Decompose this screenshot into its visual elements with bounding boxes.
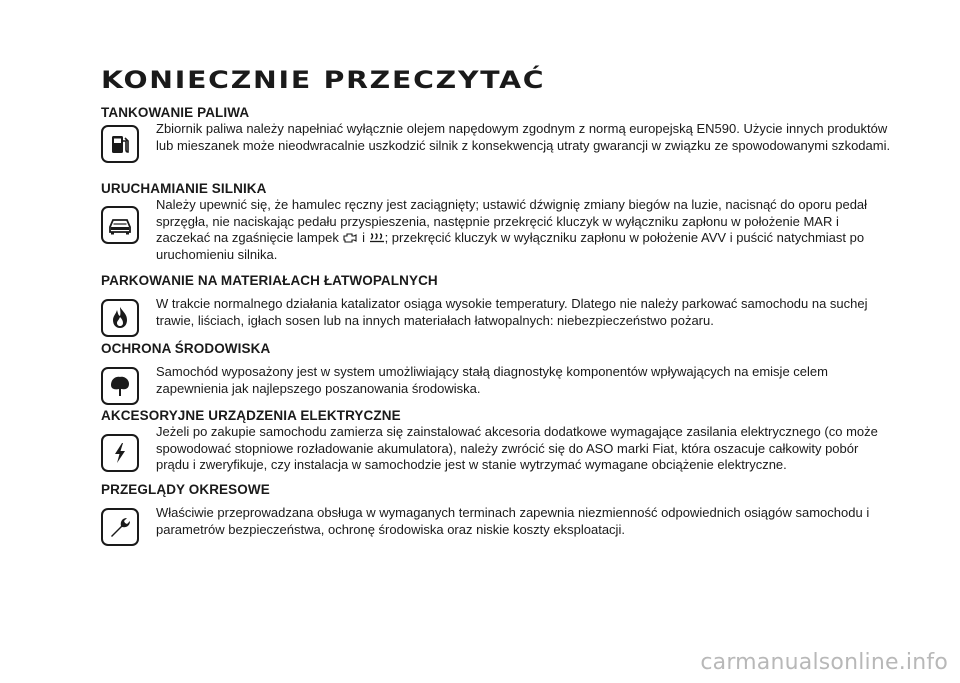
wrench-icon	[101, 508, 139, 546]
fuel-pump-icon	[101, 125, 139, 163]
section-heading: URUCHAMIANIE SILNIKA	[101, 181, 267, 196]
engine-warning-icon	[342, 232, 358, 243]
section-heading: PARKOWANIE NA MATERIAŁACH ŁATWOPALNYCH	[101, 273, 438, 288]
section-text: W trakcie normalnego działania katalizator osiąga wysokie temperatury. Dlatego nie należy parkować samochodu na suchej trawie, liściach, igłach sosen lub na innych materiałach łatwopalnych: niebezpieczeństwo pożaru.	[156, 296, 868, 328]
section-parking	[101, 273, 891, 337]
section-heading: AKCESORYJNE URZĄDZENIA ELEKTRYCZNE	[101, 408, 401, 423]
section-maintenance	[101, 482, 891, 546]
section-heading: PRZEGLĄDY OKRESOWE	[101, 482, 270, 497]
tree-icon	[101, 367, 139, 405]
section-heading: OCHRONA ŚRODOWISKA	[101, 341, 271, 356]
lightning-icon	[101, 434, 139, 472]
page-title: KONIECZNIE PRZECZYTAĆ	[101, 66, 546, 94]
section-heading: TANKOWANIE PALIWA	[101, 105, 250, 120]
section-fuel	[101, 105, 891, 163]
section-text: Jeżeli po zakupie samochodu zamierza się zainstalować akcesoria dodatkowe wymagające zasilania elektrycznego (co może spowodować stopniowe rozładowanie akumulatora), należy zwrócić się do ASO marki Fiat, która oszacuje całkowity pobór prądu i zweryfikuje, czy instalacja w samochodzie jest w stanie wytrzymać wymagane obciążenie elektryczne.	[156, 424, 878, 472]
fire-icon	[101, 299, 139, 337]
watermark: carmanualsonline.info	[700, 650, 948, 675]
section-text: Właściwie przeprowadzana obsługa w wymaganych terminach zapewnia niezmienność odpowiednich osiągów samochodu i parametrów bezpieczeństwa, ochronę środowiska oraz niskie koszty eksploatacji.	[156, 505, 870, 537]
section-text: Zbiornik paliwa należy napełniać wyłącznie olejem napędowym zgodnym z normą europejską EN590. Użycie innych produktów lub mieszanek może nieodwracalnie uszkodzić silnik z konsekwencją utraty gwarancji w związku ze spowodowanymi szkodami.	[156, 121, 891, 153]
section-environment	[101, 341, 891, 405]
section-engine-start	[101, 181, 891, 263]
section-text: Należy upewnić się, że hamulec ręczny jest zaciągnięty; ustawić dźwignię zmiany biegów na luzie, nacisnąć do oporu pedał sprzęgła, nie naciskając pedału przyspieszenia, następnie przekręcić kluczyk w wyłączniku zapłonu w położenie MAR i zaczekać na zgaśnięcie lampek i ; przekręcić kluczyk w wyłączniku zapłonu w położenie AVV i puścić natychmiast po uruchomieniu silnika.	[156, 197, 868, 262]
car-icon	[101, 206, 139, 244]
section-text: Samochód wyposażony jest w system umożliwiający stałą diagnostykę komponentów wpływających na emisje celem zapewnienia jak najlepszego poszanowania środowiska.	[156, 364, 828, 396]
section-electrical	[101, 408, 891, 474]
glow-plug-icon	[369, 232, 385, 243]
